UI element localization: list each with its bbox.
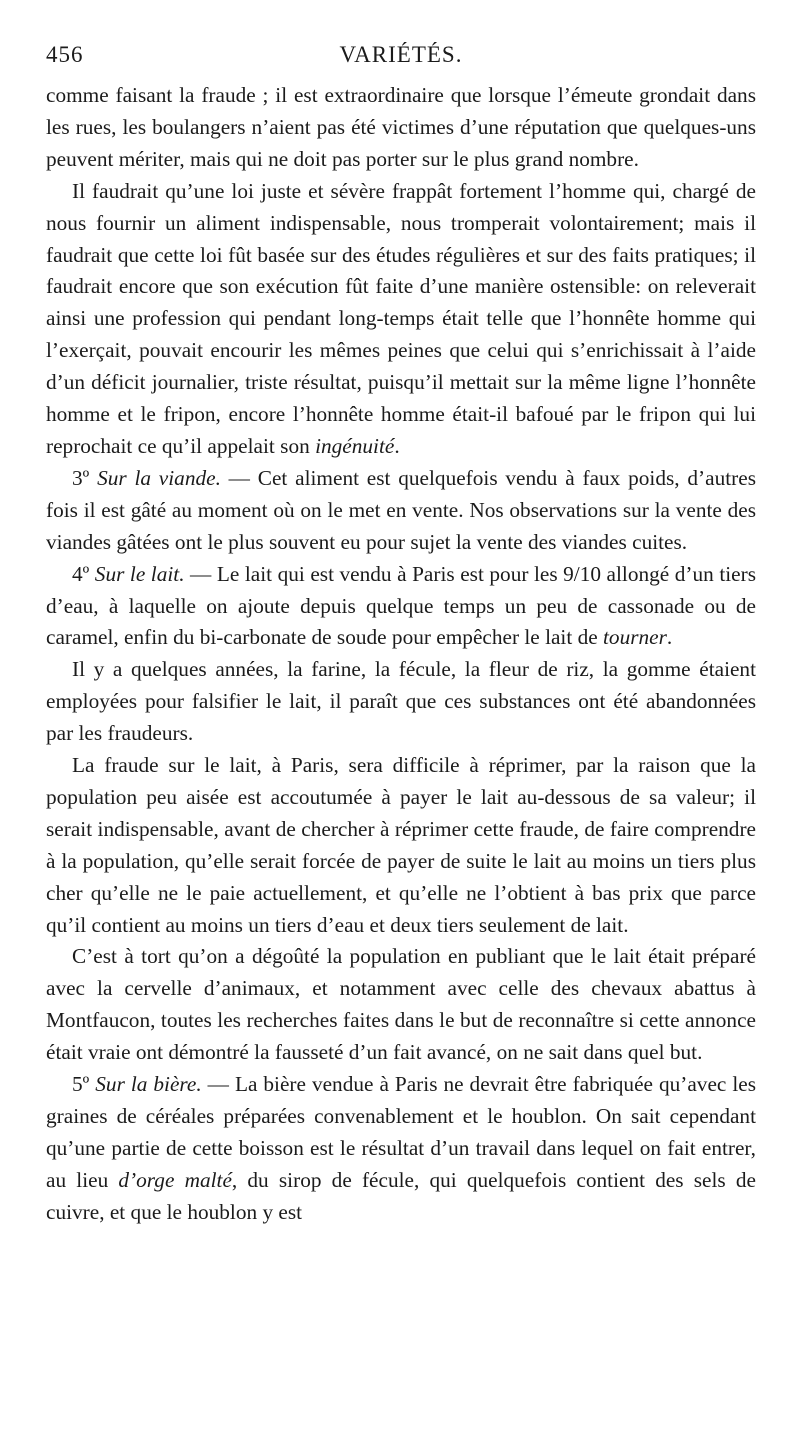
section-label: Sur le lait. — [94, 561, 185, 586]
page-number: 456 — [46, 42, 84, 67]
paragraph-5: Il y a quelques années, la farine, la fécule, la fleur de riz, la gomme étaient employées pour falsifier le lait, il paraît que ces substances ont été abandonnées par les fraudeurs. — [46, 657, 756, 746]
running-head: VARIÉTÉS. — [339, 42, 463, 67]
section-number: 3º — [72, 465, 90, 490]
italic-term: tourner — [603, 625, 667, 650]
paragraph-6: La fraude sur le lait, à Paris, sera difficile à réprimer, par la raison que la population peu aisée est accoutumée à payer le lait au-dessous de sa valeur; il serait indispensable, avant de chercher à réprimer cette fraude, de faire comprendre à la population, qu’elle serait forcée de payer de suite le lait au moins un tiers plus cher qu’elle ne le paie actuellement, et qu’elle ne l’obtient à bas prix que parce qu’il contient au moins un tiers d’eau et deux tiers seulement de lait. — [46, 753, 756, 937]
paragraph-2: Il faudrait qu’une loi juste et sévère frappât fortement l’homme qui, chargé de nous fournir un aliment indispensable, nous tromperait volontairement; mais il faudrait que cette loi fût basée sur des études régulières et sur des faits pratiques; il faudrait encore que son exécution fût faite d’une manière ostensible: on releverait ainsi une profession qui pendant long-temps était telle que l’honnête homme qui l’exerçait, pouvait encourir les mêmes peines que celui qui s’enrichissait à l’aide d’un déficit journalier, triste résultat, puisqu’il mettait sur la même ligne l’honnête homme et le fripon, encore l’honnête homme était-il bafoué par le fripon qui lui reprochait ce qu’il appelait son ingénuité. — [46, 178, 756, 458]
page-header — [46, 40, 756, 80]
section-number: 5º — [72, 1072, 90, 1097]
paragraph-1: comme faisant la fraude ; il est extraordinaire que lorsque l’émeute grondait dans les rues, les boulangers n’aient pas été victimes d’une réputation que quelques-uns peuvent mériter, mais qui ne doit pas porter sur le plus grand nombre. — [46, 83, 756, 171]
section-number: 4º — [72, 561, 90, 586]
section-label: Sur la viande. — [97, 465, 221, 490]
section-viande: 3º Sur la viande. — Cet aliment est quelquefois vendu à faux poids, d’autres fois il est gâté au moment où on le met en vente. Nos observations sur la vente des viandes gâtées ont le plus souvent eu pour sujet la vente des viandes cuites. — [46, 465, 756, 554]
section-lait: 4º Sur le lait. — Le lait qui est vendu à Paris est pour les 9/10 allongé d’un tiers d’eau, à laquelle on ajoute depuis quelque temps un peu de cassonade ou de caramel, enfin du bi-carbonate de soude pour empêcher le lait de tourner. — [46, 561, 756, 650]
section-label: Sur la bière. — [95, 1072, 202, 1097]
paragraph-7: C’est à tort qu’on a dégoûté la population en publiant que le lait était préparé avec la cervelle d’animaux, et notamment avec celle des chevaux abattus à Montfaucon, toutes les recherches faites dans le but de reconnaître si cette annonce était vraie ont démontré la fausseté d’un fait avancé, on ne sait dans quel but. — [46, 944, 756, 1065]
italic-term: ingénuité — [315, 433, 395, 458]
section-biere: 5º Sur la bière. — La bière vendue à Paris ne devrait être fabriquée qu’avec les graines de céréales préparées convenablement et le houblon. On sait cependant qu’une partie de cette boisson est le résultat d’un travail dans lequel on fait entrer, au lieu d’orge malté, du sirop de fécule, qui quelquefois contient des sels de cuivre, et que le houblon y est — [46, 1072, 757, 1224]
body-text — [46, 80, 756, 1229]
italic-term: d’orge malté — [118, 1167, 232, 1192]
